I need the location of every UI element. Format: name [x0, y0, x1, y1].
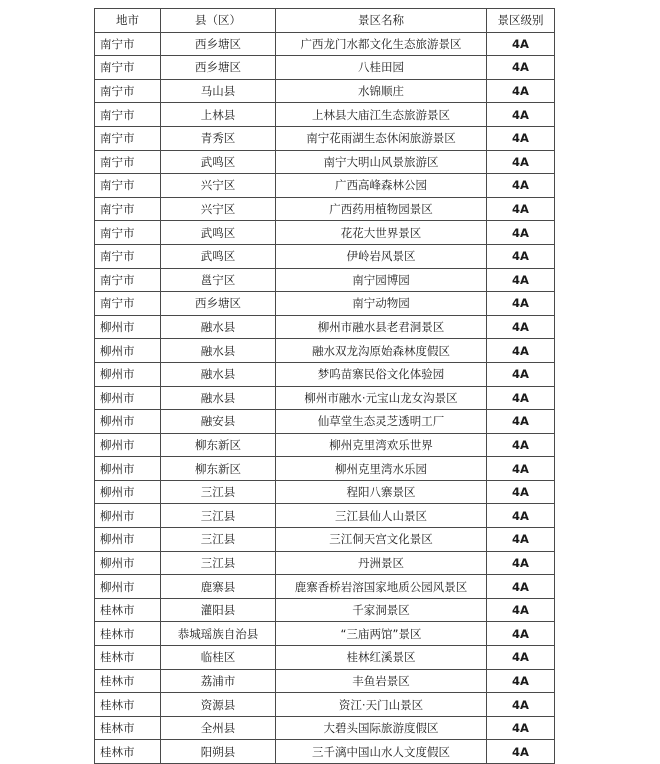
header-level: 景区级别	[487, 9, 555, 33]
cell-city: 柳州市	[95, 315, 161, 339]
cell-scenic-name: “三庙两馆”景区	[276, 622, 487, 646]
cell-city: 南宁市	[95, 174, 161, 198]
table-row	[95, 362, 555, 386]
cell-county: 武鸣区	[161, 221, 276, 245]
cell-city: 南宁市	[95, 197, 161, 221]
table-row	[95, 315, 555, 339]
cell-level: 4A	[487, 528, 555, 552]
table-row	[95, 457, 555, 481]
cell-city: 柳州市	[95, 410, 161, 434]
cell-level: 4A	[487, 504, 555, 528]
cell-city: 柳州市	[95, 362, 161, 386]
cell-city: 柳州市	[95, 575, 161, 599]
cell-scenic-name: 三江县仙人山景区	[276, 504, 487, 528]
cell-county: 柳东新区	[161, 457, 276, 481]
cell-scenic-name: 三千漓中国山水人文度假区	[276, 740, 487, 764]
cell-level: 4A	[487, 56, 555, 80]
cell-county: 三江县	[161, 504, 276, 528]
table-row	[95, 575, 555, 599]
cell-scenic-name: 上林县大庙江生态旅游景区	[276, 103, 487, 127]
cell-county: 西乡塘区	[161, 292, 276, 316]
table-header	[95, 9, 555, 33]
header-city: 地市	[95, 9, 161, 33]
cell-scenic-name: 丰鱼岩景区	[276, 669, 487, 693]
cell-county: 阳朔县	[161, 740, 276, 764]
cell-city: 桂林市	[95, 622, 161, 646]
table-row	[95, 504, 555, 528]
cell-level: 4A	[487, 410, 555, 434]
table-row	[95, 693, 555, 717]
cell-level: 4A	[487, 103, 555, 127]
cell-city: 柳州市	[95, 504, 161, 528]
cell-scenic-name: 广西龙门水都文化生态旅游景区	[276, 32, 487, 56]
table-row	[95, 126, 555, 150]
cell-scenic-name: 南宁动物园	[276, 292, 487, 316]
cell-scenic-name: 伊岭岩风景区	[276, 244, 487, 268]
cell-county: 融水县	[161, 362, 276, 386]
cell-scenic-name: 柳州市融水·元宝山龙女沟景区	[276, 386, 487, 410]
cell-city: 柳州市	[95, 457, 161, 481]
table-row	[95, 598, 555, 622]
cell-level: 4A	[487, 386, 555, 410]
cell-county: 武鸣区	[161, 150, 276, 174]
cell-city: 柳州市	[95, 551, 161, 575]
cell-county: 融水县	[161, 315, 276, 339]
table-row	[95, 669, 555, 693]
cell-city: 柳州市	[95, 480, 161, 504]
cell-city: 柳州市	[95, 433, 161, 457]
cell-level: 4A	[487, 126, 555, 150]
table-row	[95, 480, 555, 504]
cell-scenic-name: 三江侗天宫文化景区	[276, 528, 487, 552]
cell-scenic-name: 柳州克里湾水乐园	[276, 457, 487, 481]
cell-county: 融安县	[161, 410, 276, 434]
cell-level: 4A	[487, 551, 555, 575]
cell-city: 南宁市	[95, 56, 161, 80]
cell-level: 4A	[487, 315, 555, 339]
cell-county: 三江县	[161, 528, 276, 552]
cell-level: 4A	[487, 292, 555, 316]
cell-city: 桂林市	[95, 740, 161, 764]
cell-city: 桂林市	[95, 669, 161, 693]
cell-scenic-name: 鹿寨香桥岩溶国家地质公园风景区	[276, 575, 487, 599]
cell-city: 南宁市	[95, 103, 161, 127]
header-scenic-name: 景区名称	[276, 9, 487, 33]
cell-county: 兴宁区	[161, 174, 276, 198]
cell-county: 上林县	[161, 103, 276, 127]
cell-level: 4A	[487, 244, 555, 268]
cell-scenic-name: 梦呜苗寨民俗文化体验园	[276, 362, 487, 386]
cell-city: 南宁市	[95, 292, 161, 316]
cell-level: 4A	[487, 480, 555, 504]
cell-scenic-name: 大碧头国际旅游度假区	[276, 716, 487, 740]
cell-city: 桂林市	[95, 598, 161, 622]
table-body	[95, 32, 555, 763]
cell-level: 4A	[487, 693, 555, 717]
cell-level: 4A	[487, 646, 555, 670]
cell-county: 三江县	[161, 480, 276, 504]
cell-scenic-name: 八桂田园	[276, 56, 487, 80]
header-county: 县（区）	[161, 9, 276, 33]
cell-scenic-name: 资江·天门山景区	[276, 693, 487, 717]
cell-county: 三江县	[161, 551, 276, 575]
cell-scenic-name: 融水双龙沟原始森林度假区	[276, 339, 487, 363]
cell-scenic-name: 程阳八寨景区	[276, 480, 487, 504]
table-row	[95, 221, 555, 245]
cell-county: 柳东新区	[161, 433, 276, 457]
table-row	[95, 103, 555, 127]
cell-city: 柳州市	[95, 386, 161, 410]
cell-city: 桂林市	[95, 646, 161, 670]
cell-scenic-name: 南宁园博园	[276, 268, 487, 292]
cell-level: 4A	[487, 457, 555, 481]
table-row	[95, 622, 555, 646]
cell-city: 柳州市	[95, 339, 161, 363]
table-row	[95, 551, 555, 575]
cell-city: 南宁市	[95, 244, 161, 268]
table-row	[95, 197, 555, 221]
table-row	[95, 79, 555, 103]
cell-scenic-name: 柳州克里湾欢乐世界	[276, 433, 487, 457]
cell-level: 4A	[487, 32, 555, 56]
table-row	[95, 646, 555, 670]
table-row	[95, 244, 555, 268]
cell-level: 4A	[487, 575, 555, 599]
cell-county: 全州县	[161, 716, 276, 740]
cell-county: 西乡塘区	[161, 32, 276, 56]
cell-county: 资源县	[161, 693, 276, 717]
cell-county: 灌阳县	[161, 598, 276, 622]
cell-county: 武鸣区	[161, 244, 276, 268]
cell-level: 4A	[487, 197, 555, 221]
table-row	[95, 32, 555, 56]
cell-county: 邕宁区	[161, 268, 276, 292]
cell-level: 4A	[487, 669, 555, 693]
table-row	[95, 716, 555, 740]
table-row	[95, 410, 555, 434]
cell-level: 4A	[487, 221, 555, 245]
cell-level: 4A	[487, 433, 555, 457]
cell-city: 南宁市	[95, 268, 161, 292]
cell-level: 4A	[487, 339, 555, 363]
table-row	[95, 386, 555, 410]
cell-city: 南宁市	[95, 32, 161, 56]
cell-county: 荔浦市	[161, 669, 276, 693]
cell-county: 马山县	[161, 79, 276, 103]
cell-city: 南宁市	[95, 126, 161, 150]
cell-county: 融水县	[161, 339, 276, 363]
cell-level: 4A	[487, 174, 555, 198]
cell-scenic-name: 广西药用植物园景区	[276, 197, 487, 221]
table-row	[95, 174, 555, 198]
cell-scenic-name: 水锦顺庄	[276, 79, 487, 103]
cell-county: 兴宁区	[161, 197, 276, 221]
table-row	[95, 292, 555, 316]
cell-level: 4A	[487, 622, 555, 646]
cell-scenic-name: 南宁大明山风景旅游区	[276, 150, 487, 174]
cell-county: 临桂区	[161, 646, 276, 670]
cell-county: 融水县	[161, 386, 276, 410]
cell-scenic-name: 仙草堂生态灵芝透明工厂	[276, 410, 487, 434]
cell-scenic-name: 花花大世界景区	[276, 221, 487, 245]
cell-city: 南宁市	[95, 221, 161, 245]
cell-city: 桂林市	[95, 716, 161, 740]
cell-level: 4A	[487, 716, 555, 740]
cell-level: 4A	[487, 150, 555, 174]
cell-city: 南宁市	[95, 79, 161, 103]
table-row	[95, 56, 555, 80]
cell-scenic-name: 广西高峰森林公园	[276, 174, 487, 198]
table-row	[95, 740, 555, 764]
cell-county: 青秀区	[161, 126, 276, 150]
cell-scenic-name: 柳州市融水县老君洞景区	[276, 315, 487, 339]
table-row	[95, 339, 555, 363]
cell-city: 柳州市	[95, 528, 161, 552]
cell-level: 4A	[487, 79, 555, 103]
cell-county: 恭城瑶族自治县	[161, 622, 276, 646]
cell-level: 4A	[487, 362, 555, 386]
table-row	[95, 268, 555, 292]
cell-scenic-name: 南宁花雨湖生态休闲旅游景区	[276, 126, 487, 150]
cell-level: 4A	[487, 740, 555, 764]
table-row	[95, 150, 555, 174]
header-row	[95, 9, 555, 33]
scenic-spot-table	[94, 8, 555, 764]
cell-scenic-name: 桂林红溪景区	[276, 646, 487, 670]
cell-city: 桂林市	[95, 693, 161, 717]
cell-scenic-name: 千家洞景区	[276, 598, 487, 622]
cell-county: 鹿寨县	[161, 575, 276, 599]
table-row	[95, 528, 555, 552]
cell-scenic-name: 丹洲景区	[276, 551, 487, 575]
cell-city: 南宁市	[95, 150, 161, 174]
cell-level: 4A	[487, 268, 555, 292]
table-row	[95, 433, 555, 457]
cell-county: 西乡塘区	[161, 56, 276, 80]
cell-level: 4A	[487, 598, 555, 622]
